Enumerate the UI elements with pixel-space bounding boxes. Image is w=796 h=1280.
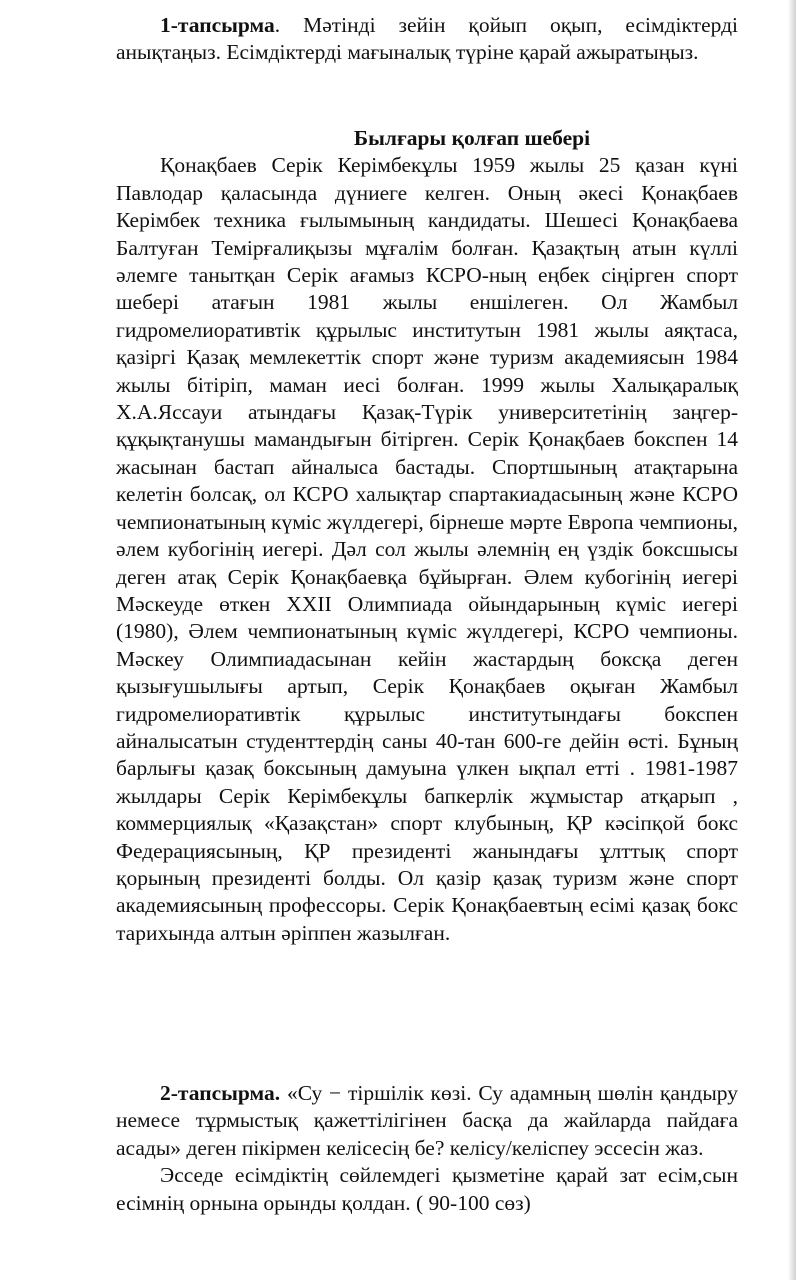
task-2-text: «Су − тіршілік көзі. Су адамның шөлін қандыру немесе тұрмыстық қажеттілігінен басқа да жайларда пайдаға асады» деген пікірмен келісесің бе? келісу/келіспеу эссесін жаз. [116, 1081, 738, 1160]
task-1-text: . Мәтінді зейін қойып оқып, есімдіктерді анықтаңыз. Есімдіктерді мағыналық түріне қарай ажыратыңыз. [116, 13, 738, 65]
story-body: Қонақбаев Серік Керімбекұлы 1959 жылы 25 қазан күні Павлодар қаласында дүниеге келген. Оның әкесі Қонақбаев Керімбек техника ғылымының кандидаты. Шешесі Қонақбаева Балтуған Темірғалиқызы мұғалім болған. Қазақтың атын күллі әлемге танытқан Серік ағамыз КСРО-ның еңбек сіңірген спорт шебері атағын 1981 жылы еншілеген. Ол Жамбыл гидромелиоративтік құрылыс институтын 1981 жылы аяқтаса, қазіргі Қазақ мемлекеттік спорт және туризм академиясын 1984 жылы бітіріп, маман иесі болған. 1999 жылы Халықаралық Х.А.Яссауи атындағы Қазақ-Түрік университетінің заңгер-құқықтанушы мамандығын бітірген. Серік Қонақбаев бокспен 14 жасынан бастап айналыса бастады. Спортшының атақтарына келетін болсақ, ол КСРО халықтар спартакиадасының және КСРО чемпионатының күміс жүлдегері, бірнеше мәрте Европа чемпионы, әлем кубогінің иегері. Дәл сол жылы әлемнің ең үздік боксшысы деген атақ Серік Қонақбаевқа бұйырған. Әлем кубогінің иегері Мәскеуде өткен XXII Олимпиада ойындарының күміс иегері (1980), Әлем чемпионатының күміс жүлдегері, КСРО чемпионы. Мәскеу Олимпиадасынан кейін жастардың боксқа деген қызығушылығы артып, Серік Қонақбаев оқыған Жамбыл гидромелиоративтік құрылыс институтындағы бокспен айналысатын студенттердің саны 40-тан 600-ге дейін өсті. Бұның барлығы қазақ боксының дамуына үлкен ықпал етті . 1981-1987 жылдары Серік Керімбекұлы бапкерлік жұмыстар атқарып , коммерциялық «Қазақстан» спорт клубының, ҚР кәсіпқой бокс Федерациясының, ҚР президенті жанындағы ұлттық спорт қорының президенті болды. Ол қазір қазақ туризм және спорт академиясының профессоры. Серік Қонақбаевтың есімі қазақ бокс тарихында алтын әріппен жазылған. [116, 153, 738, 945]
story-title: Былғары қолғап шебері [353, 126, 591, 150]
story-section [116, 125, 738, 947]
task-1-label: 1-тапсырма [160, 13, 275, 37]
task-1-section [116, 12, 738, 67]
page-edge-shadow [788, 0, 796, 1280]
task-1-paragraph [116, 12, 738, 67]
task-2-section [116, 1080, 738, 1217]
task-2-paragraph [116, 1080, 738, 1162]
task-2-label: 2-тапсырма. [160, 1081, 281, 1105]
task-2-note: Эсседе есімдіктің сөйлемдегі қызметіне қарай зат есім,сын есімнің орнына орынды қолдан. ( 90-100 сөз) [116, 1163, 738, 1215]
